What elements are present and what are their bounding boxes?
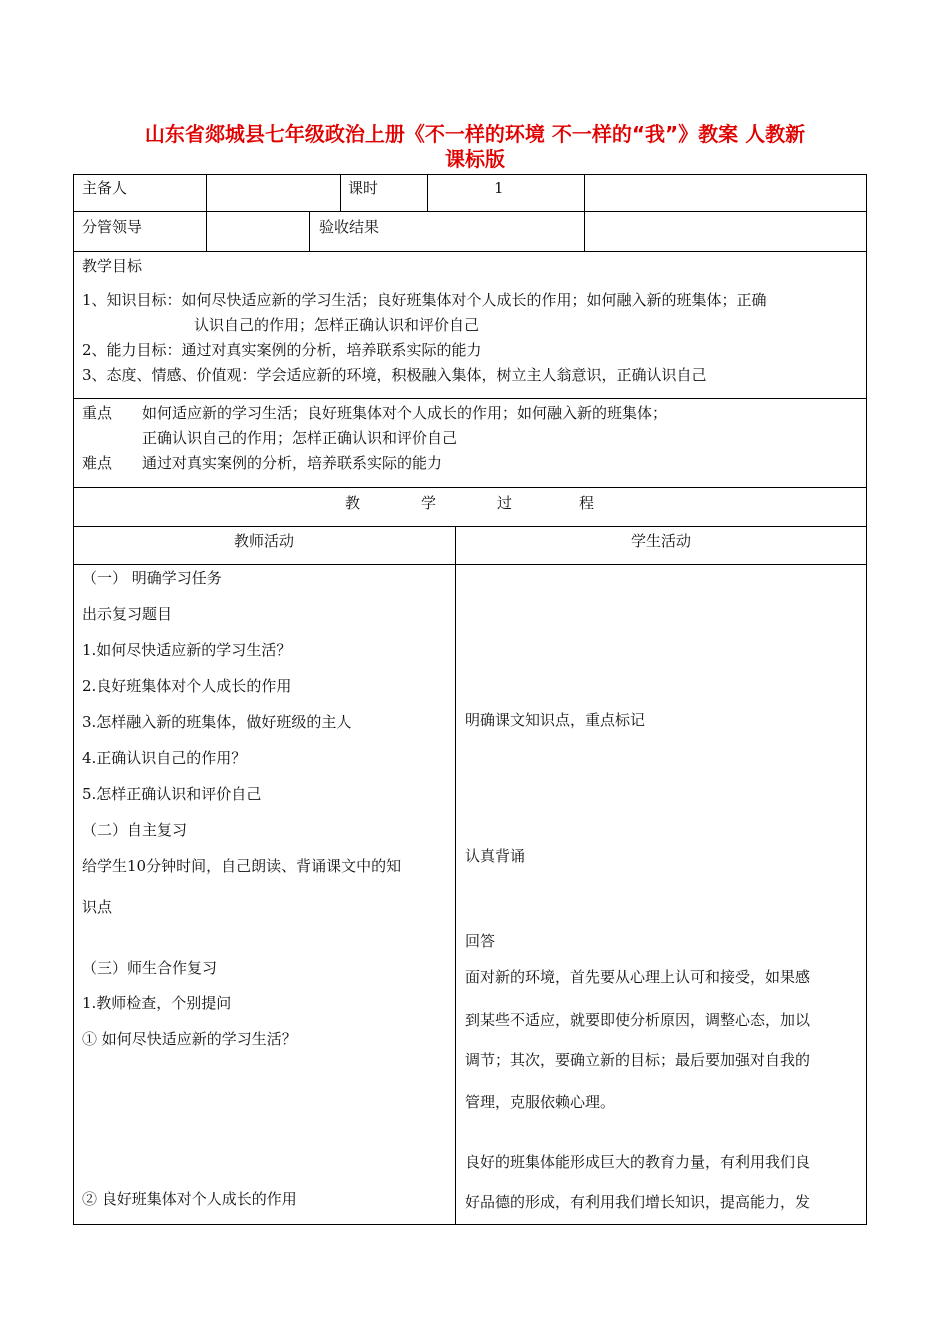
teacher-section-3: （三）师生合作复习 [82, 959, 218, 977]
goal-attitude: 3、态度、情感、价值观：学会适应新的环境，积极融入集体，树立主人翁意识，正确认识自己 [82, 366, 707, 384]
row-divider [73, 487, 867, 488]
review-question-5: 5.怎样正确认识和评价自己 [82, 785, 262, 803]
goal-knowledge-line-2: 认识自己的作用；怎样正确认识和评价自己 [194, 316, 480, 334]
check-question-2: ② 良好班集体对个人成长的作用 [82, 1190, 297, 1208]
review-question-2: 2.良好班集体对个人成长的作用 [82, 677, 292, 695]
student-answer-label: 回答 [465, 932, 496, 950]
student-answer-4-line-2: 好品德的形成，有利用我们增长知识，提高能力，发 [465, 1193, 811, 1211]
self-review-line-2: 识点 [82, 898, 113, 916]
process-heading-char: 学 [421, 494, 437, 512]
key-point-line-2: 正确认识自己的作用；怎样正确认识和评价自己 [142, 429, 458, 447]
row-divider [73, 398, 867, 399]
col-divider [455, 526, 456, 1225]
teacher-section-1: （一） 明确学习任务 [82, 569, 222, 587]
goal-ability: 2、能力目标：通过对真实案例的分析，培养联系实际的能力 [82, 341, 482, 359]
row-divider [73, 564, 867, 565]
goal-knowledge-line-1: 1、知识目标：如何尽快适应新的学习生活；良好班集体对个人成长的作用；如何融入新的班集体；正确 [82, 291, 767, 309]
goals-heading: 教学目标 [82, 257, 143, 275]
teacher-section-2: （二）自主复习 [82, 821, 188, 839]
lead-label: 主备人 [82, 179, 128, 197]
student-answer-4-line-1: 良好的班集体能形成巨大的教育力量，有利用我们良 [465, 1153, 811, 1171]
teacher-activity-header: 教师活动 [233, 532, 294, 550]
student-activity-header: 学生活动 [630, 532, 691, 550]
key-point-line-1: 如何适应新的学习生活；良好班集体对个人成长的作用；如何融入新的班集体； [142, 404, 668, 422]
col-divider [340, 174, 341, 211]
title-line-2: 课标版 [445, 147, 505, 171]
difficult-point-label: 难点 [82, 454, 113, 472]
row-divider [73, 211, 867, 212]
col-divider [309, 211, 310, 252]
student-answer-3-line-1: 面对新的环境，首先要从心理上认可和接受，如果感 [465, 968, 811, 986]
review-question-1: 1.如何尽快适应新的学习生活？ [82, 641, 292, 659]
row-divider [73, 251, 867, 252]
difficult-point-text: 通过对真实案例的分析，培养联系实际的能力 [142, 454, 443, 472]
student-answer-1: 明确课文知识点，重点标记 [465, 711, 646, 729]
supervisor-label: 分管领导 [82, 218, 143, 236]
review-question-4: 4.正确认识自己的作用？ [82, 749, 247, 767]
col-divider [206, 174, 207, 252]
acceptance-label: 验收结果 [319, 218, 380, 236]
hours-label: 课时 [348, 179, 379, 197]
document-title [80, 122, 870, 172]
process-heading-char: 过 [497, 494, 513, 512]
title-line-1: 山东省郯城县七年级政治上册《不一样的环境 不一样的“我”》教案 人教新 [144, 122, 806, 146]
process-heading-char: 程 [579, 494, 595, 512]
self-review-line-1: 给学生10分钟时间，自己朗读、背诵课文中的知 [82, 857, 402, 875]
col-divider [584, 174, 585, 252]
student-answer-2: 认真背诵 [465, 847, 526, 865]
process-heading-char: 教 [345, 494, 361, 512]
row-divider [73, 526, 867, 527]
key-point-label: 重点 [82, 404, 113, 422]
teacher-review-intro: 出示复习题目 [82, 605, 173, 623]
col-divider [427, 174, 428, 211]
review-question-3: 3.怎样融入新的班集体，做好班级的主人 [82, 713, 352, 731]
student-answer-3-line-3: 调节；其次，要确立新的目标；最后要加强对自我的 [465, 1051, 811, 1069]
student-answer-3-line-2: 到某些不适应，就要即使分析原因，调整心态，加以 [465, 1011, 811, 1029]
student-answer-3-line-4: 管理，克服依赖心理。 [465, 1093, 616, 1111]
check-question-1: ① 如何尽快适应新的学习生活？ [82, 1030, 297, 1048]
check-step-1: 1.教师检查，个别提问 [82, 994, 232, 1012]
hours-value: 1 [494, 179, 504, 197]
